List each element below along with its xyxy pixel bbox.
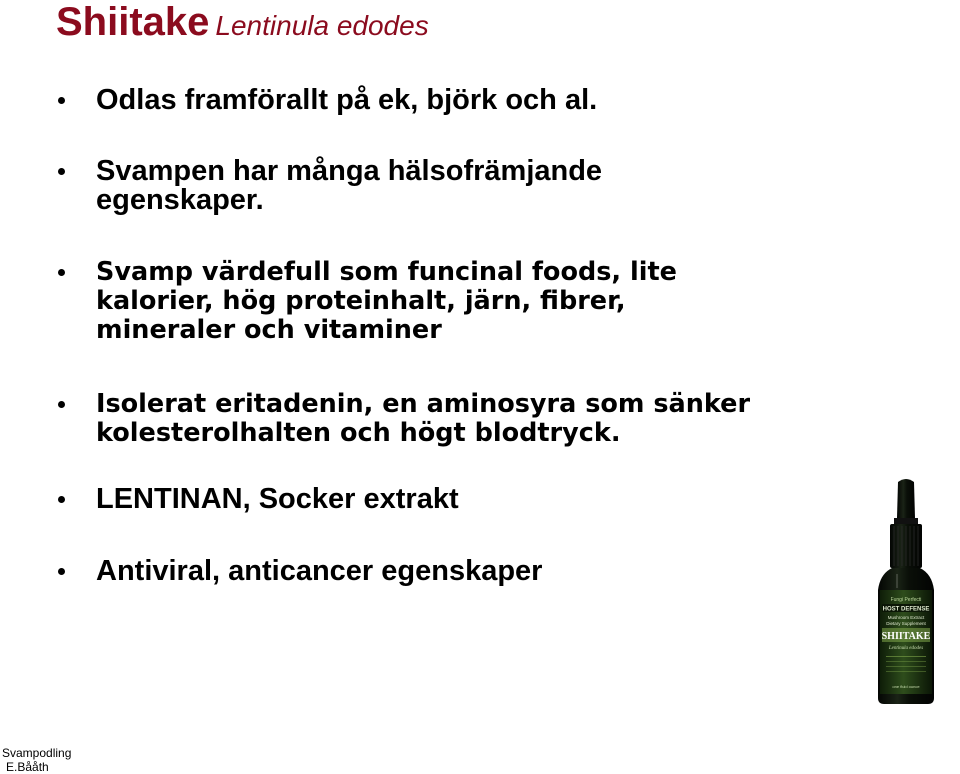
svg-text:Fungi Perfecti: Fungi Perfecti (890, 597, 922, 603)
bullet-4 (96, 390, 876, 448)
dropper-bulb (897, 479, 915, 518)
shiitake-extract-bottle-image (876, 478, 936, 706)
svg-text:one fluid ounce: one fluid ounce (892, 684, 920, 689)
bullet-2-line-2: egenskaper. (96, 184, 264, 216)
bullet-4-line-2: kolesterolhalten och högt blodtryck. (96, 418, 621, 448)
slide-title (56, 0, 429, 45)
bullet-5 (96, 485, 876, 514)
footer-line-2: E.Bååth (6, 760, 49, 774)
bullet-5-line-1: LENTINAN, Socker extrakt (96, 483, 459, 515)
title-latin-name: Lentinula edodes (215, 10, 429, 41)
bullet-1-line-1: Odlas framförallt på ek, björk och al. (96, 84, 598, 116)
bullet-3-line-2: kalorier, hög proteinhalt, järn, fibrer, (96, 286, 626, 316)
footer-line-1: Svampodling (2, 746, 72, 760)
bullet-dot (58, 168, 65, 175)
svg-text:Mushroom Extract: Mushroom Extract (887, 615, 925, 620)
svg-text:Dietary Supplement: Dietary Supplement (886, 621, 926, 626)
bullet-3-line-1: Svamp värdefull som funcinal foods, lite (96, 257, 677, 287)
slide-footer (2, 746, 71, 774)
svg-text:Lentinula edodes: Lentinula edodes (888, 646, 924, 651)
bullet-3 (96, 258, 876, 345)
bullet-dot (58, 401, 65, 408)
bullet-dot (58, 496, 65, 503)
svg-text:HOST DEFENSE: HOST DEFENSE (882, 606, 930, 613)
bullet-dot (58, 97, 65, 104)
bullet-dot (58, 568, 65, 575)
bullet-3-line-3: mineraler och vitaminer (96, 315, 442, 345)
bullet-2 (96, 157, 876, 215)
bullet-1 (96, 86, 876, 115)
bullet-dot (58, 269, 65, 276)
svg-text:SHIITAKE: SHIITAKE (881, 631, 931, 642)
bullet-6-line-1: Antiviral, anticancer egenskaper (96, 555, 543, 587)
title-main: Shiitake (56, 0, 210, 44)
bullet-2-line-1: Svampen har många hälsofrämjande (96, 155, 603, 187)
dropper-ring (894, 518, 918, 524)
bullet-6 (96, 557, 876, 586)
bullet-4-line-1: Isolerat eritadenin, en aminosyra som sänker (96, 389, 751, 419)
